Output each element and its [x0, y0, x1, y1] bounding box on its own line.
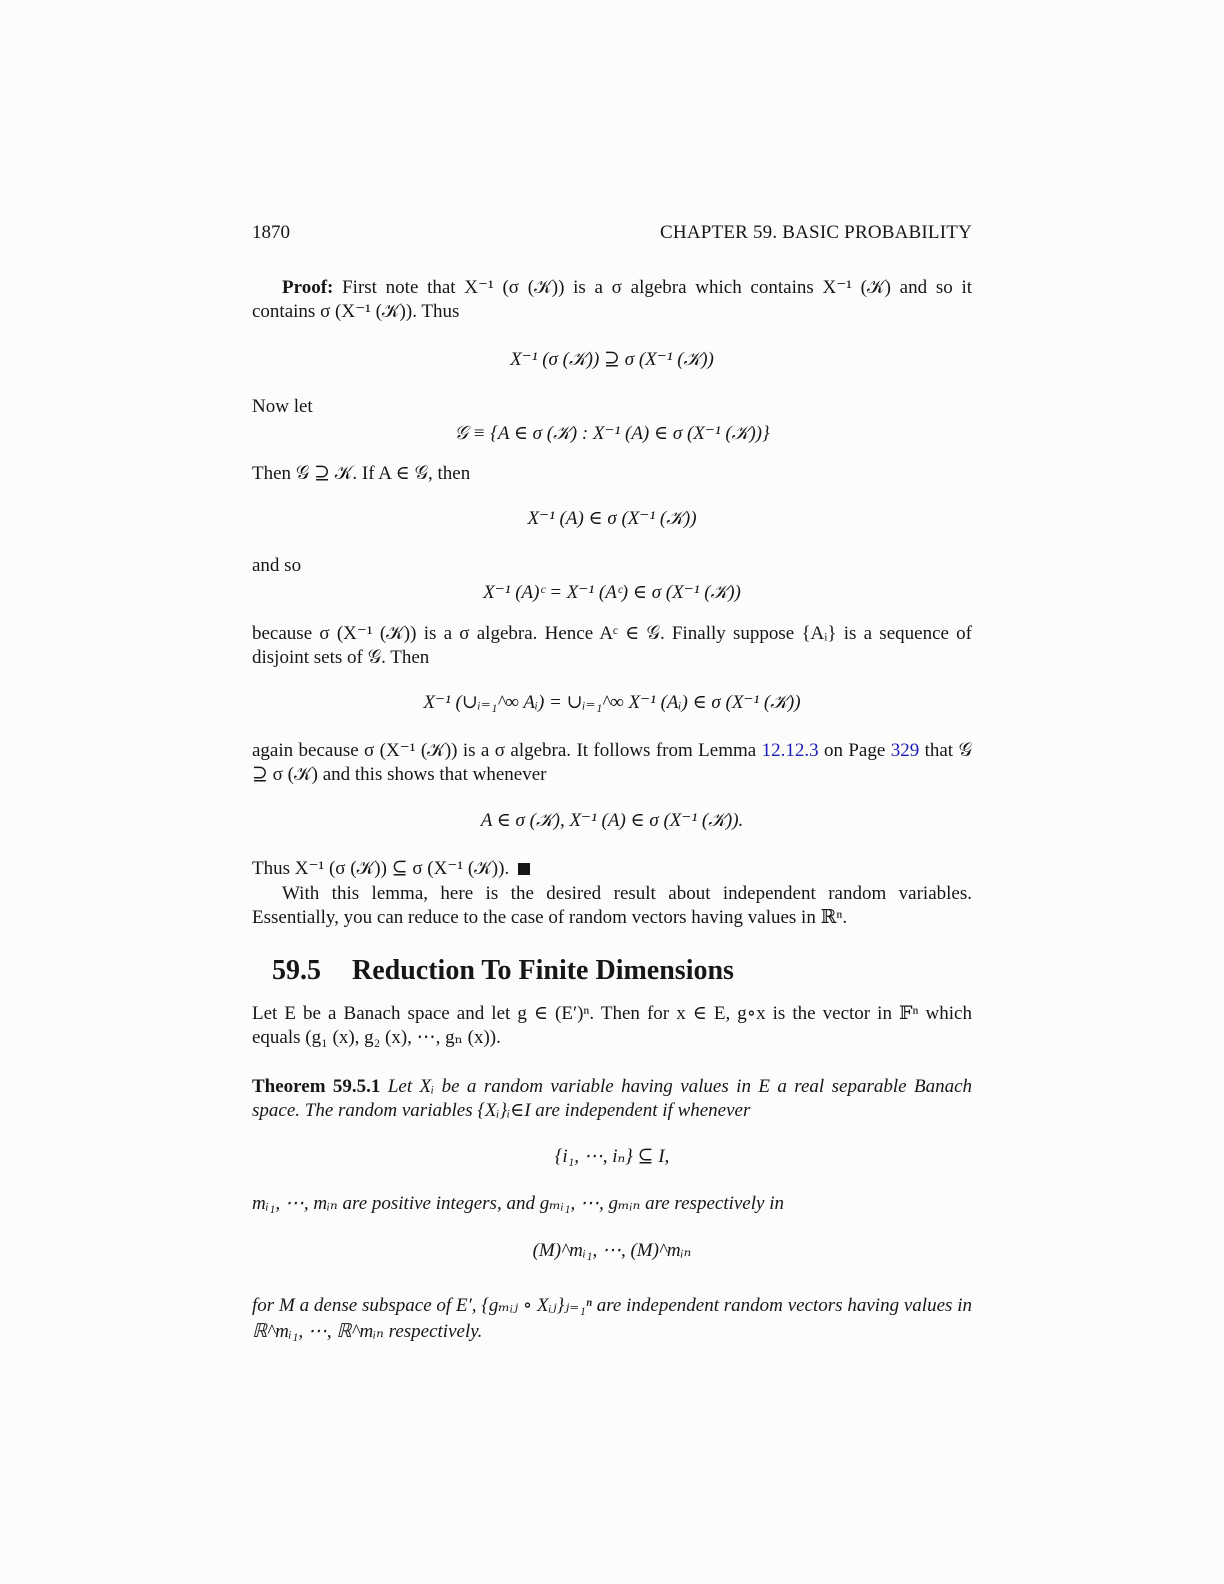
- lemma-link[interactable]: 12.12.3: [761, 740, 819, 761]
- then-text: Then 𝒢 ⊇ 𝒦. If A ∈ 𝒢, then: [252, 463, 471, 484]
- theorem-text-2: mᵢ₁, ⋯, mᵢₙ are positive integers, and gₘᵢ₁, ⋯, gₘᵢₙ are respectively in: [252, 1193, 784, 1214]
- thus-line: [252, 857, 972, 881]
- again-text-a: again because σ (X⁻¹ (𝒦)) is a σ algebra. It follows from Lemma: [252, 740, 757, 761]
- section-paragraph: Let E be a Banach space and let g ∈ (E′)ⁿ. Then for x ∈ E, g∘x is the vector in 𝔽ⁿ which equals (g₁ (x), g₂ (x), ⋯, gₙ (x)).: [252, 1003, 972, 1048]
- equation-3: X⁻¹ (A) ∈ σ (X⁻¹ (𝒦)): [527, 508, 697, 529]
- equation-2: 𝒢 ≡ {A ∈ σ (𝒦) : X⁻¹ (A) ∈ σ (X⁻¹ (𝒦))}: [454, 423, 770, 444]
- section-number: 59.5: [272, 955, 321, 986]
- theorem-statement: [252, 1075, 972, 1123]
- theorem-equation-1: {i₁, ⋯, iₙ} ⊆ I,: [554, 1146, 670, 1167]
- chapter-title: CHAPTER 59. BASIC PROBABILITY: [660, 222, 972, 243]
- qed-square-icon: [518, 863, 530, 875]
- theorem-text-1: Let Xᵢ be a random variable having values in E a real separable Banach space. The random variables {Xᵢ}ᵢ∈I are independent if whenever: [252, 1076, 973, 1121]
- and-so-text: and so: [252, 555, 302, 576]
- section-title: Reduction To Finite Dimensions: [352, 955, 734, 986]
- now-let-text: Now let: [252, 396, 313, 417]
- theorem-equation-2: (M)^mᵢ₁, ⋯, (M)^mᵢₙ: [532, 1240, 692, 1261]
- after-lemma-paragraph: With this lemma, here is the desired result about independent random variables. Essentially, you can reduce to the case of random vectors having values in ℝⁿ.: [252, 883, 972, 928]
- equation-5: X⁻¹ (∪ᵢ₌₁^∞ Aᵢ) = ∪ᵢ₌₁^∞ X⁻¹ (Aᵢ) ∈ σ (X⁻¹ (𝒦)): [423, 692, 801, 713]
- section-heading: [272, 954, 972, 988]
- equation-6: A ∈ σ (𝒦), X⁻¹ (A) ∈ σ (X⁻¹ (𝒦)).: [480, 810, 744, 831]
- page-number: 1870: [252, 222, 290, 243]
- proof-text: First note that X⁻¹ (σ (𝒦)) is a σ algebra which contains X⁻¹ (𝒦) and so it contains σ (X⁻¹ (𝒦)). Thus: [252, 277, 973, 322]
- again-text-c: that 𝒢 ⊇ σ (𝒦) and this shows that whenever: [252, 740, 972, 785]
- proof-label: Proof:: [282, 277, 334, 298]
- theorem-label: Theorem 59.5.1: [252, 1076, 381, 1097]
- again-text-b: on Page: [823, 740, 886, 761]
- running-header: [252, 221, 972, 245]
- because-text: because σ (X⁻¹ (𝒦)) is a σ algebra. Hence Aᶜ ∈ 𝒢. Finally suppose {Aᵢ} is a sequence of disjoint sets of 𝒢. Then: [252, 623, 972, 668]
- page-link[interactable]: 329: [890, 740, 920, 761]
- again-paragraph: [252, 739, 972, 787]
- equation-1: X⁻¹ (σ (𝒦)) ⊇ σ (X⁻¹ (𝒦)): [510, 349, 714, 370]
- proof-intro: [252, 276, 972, 324]
- theorem-text-3: for M a dense subspace of E′, {gₘᵢⱼ ∘ Xᵢⱼ}ⱼ₌₁ⁿ are independent random vectors having values in ℝ^mᵢ₁, ⋯, ℝ^mᵢₙ respectively.: [252, 1295, 972, 1342]
- equation-4: X⁻¹ (A)ᶜ = X⁻¹ (Aᶜ) ∈ σ (X⁻¹ (𝒦)): [483, 582, 741, 603]
- thus-text: Thus X⁻¹ (σ (𝒦)) ⊆ σ (X⁻¹ (𝒦)).: [252, 858, 510, 879]
